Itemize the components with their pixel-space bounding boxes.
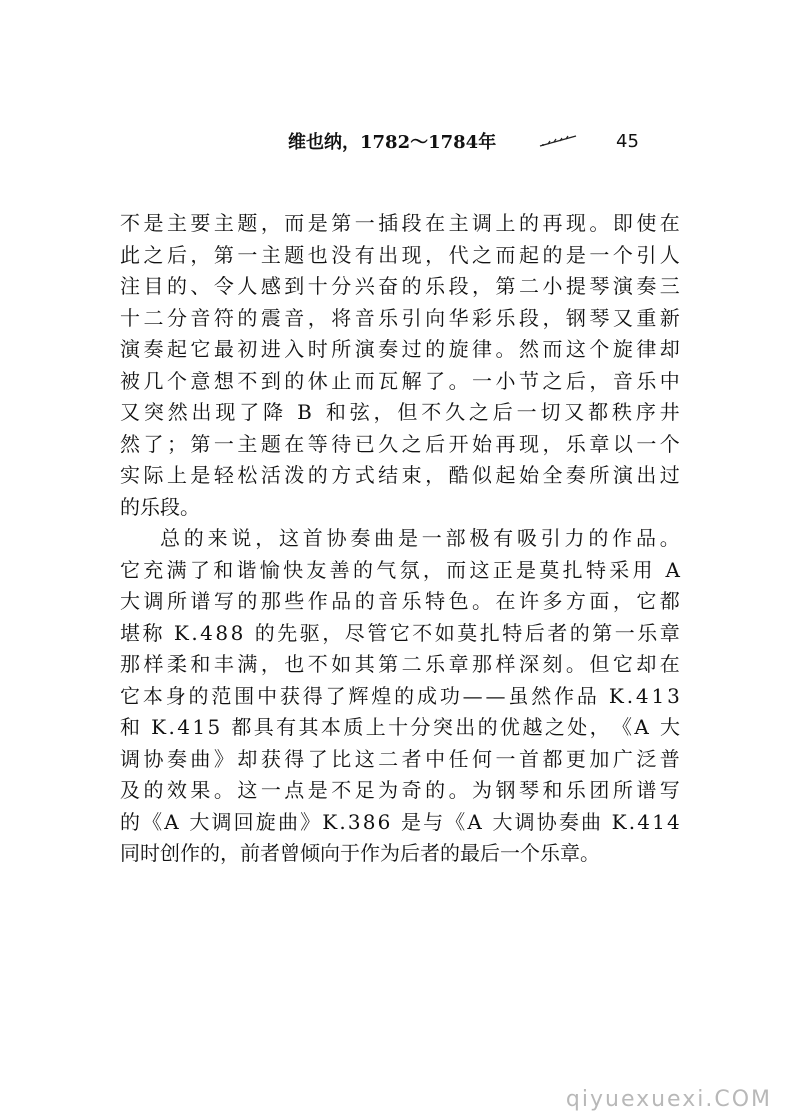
page-number: 45 (616, 130, 639, 152)
text-line: 然 了 ； 第 一 主 题 在 等 待 已 久 之 后 开 始 再 现 ， 乐 章 以 一 个 (120, 431, 680, 456)
text-line: 及 的 效 果 。 这 一 点 是 不 足 为 奇 的 。 为 钢 琴 和 乐 团 所 谱 写 (120, 778, 680, 802)
watermark: qiyuexuexi.COM (565, 1087, 772, 1112)
text-line: 调 协 奏 曲 》 却 获 得 了 比 这 二 者 中 任 何 一 首 都 更 加 广 泛 普 (120, 746, 680, 771)
text-line: 注 目 的 、 令 人 感 到 十 分 兴 奋 的 乐 段 ， 第 二 小 提 琴 演 奏 三 (120, 274, 680, 298)
text-line: 被 几 个 意 想 不 到 的 休 止 而 瓦 解 了 。 一 小 节 之 后 ， 音 乐 中 (120, 368, 680, 393)
body-text (120, 208, 680, 870)
text-line: 实 际 上 是 轻 松 活 泼 的 方 式 结 束 ， 酷 似 起 始 全 奏 所 演 出 过 (120, 463, 680, 487)
text-line: 它 本 身 的 范 围 中 获 得 了 辉 煌 的 成 功 — — 虽 然 作 品 K . 4 1 3 (120, 683, 680, 708)
running-title: 维也纳，1782～1784年 (288, 132, 497, 153)
text-line: 的乐段。 (120, 494, 200, 519)
text-line: 它 充 满 了 和 谐 愉 快 友 善 的 气 氛 ， 而 这 正 是 莫 扎 特 采 用 A (120, 557, 680, 582)
text-line: 和 K . 4 1 5 都 具 有 其 本 质 上 十 分 突 出 的 优 越 之 处 ， 《 A 大 (120, 715, 680, 739)
text-line: 同时创作的，前者曾倾向于作为后者的最后一个乐章。 (120, 841, 600, 865)
text-line: 十 二 分 音 符 的 震 音 ， 将 音 乐 引 向 华 彩 乐 段 ， 钢 琴 又 重 新 (120, 305, 680, 330)
text-line: 堪 称 K . 4 8 8 的 先 驱 ， 尽 管 它 不 如 莫 扎 特 后 者 的 第 一 乐 章 (120, 620, 680, 645)
ornament-icon (538, 132, 578, 150)
text-line: 不 是 主 要 主 题 ， 而 是 第 一 插 段 在 主 调 上 的 再 现 。 即 使 在 (120, 211, 680, 235)
page-header (288, 128, 639, 154)
text-line: 的 《 A 大 调 回 旋 曲 》 K . 3 8 6 是 与 《 A 大 调 协 奏 曲 K . 4 1 4 (120, 809, 680, 834)
text-line: 总 的 来 说 ， 这 首 协 奏 曲 是 一 部 极 有 吸 引 力 的 作 品 。 (160, 526, 680, 550)
text-line: 此 之 后 ， 第 一 主 题 也 没 有 出 现 ， 代 之 而 起 的 是 一 个 引 人 (120, 242, 680, 267)
text-line: 大 调 所 谱 写 的 那 些 作 品 的 音 乐 特 色 。 在 许 多 方 面 ， 它 都 (120, 589, 680, 613)
text-line: 又 突 然 出 现 了 降 B 和 弦 ， 但 不 久 之 后 一 切 又 都 秩 序 井 (120, 400, 680, 424)
text-line: 那 样 柔 和 丰 满 ， 也 不 如 其 第 二 乐 章 那 样 深 刻 。 但 它 却 在 (120, 652, 680, 676)
text-line: 演 奏 起 它 最 初 进 入 时 所 演 奏 过 的 旋 律 。 然 而 这 个 旋 律 却 (120, 337, 680, 361)
